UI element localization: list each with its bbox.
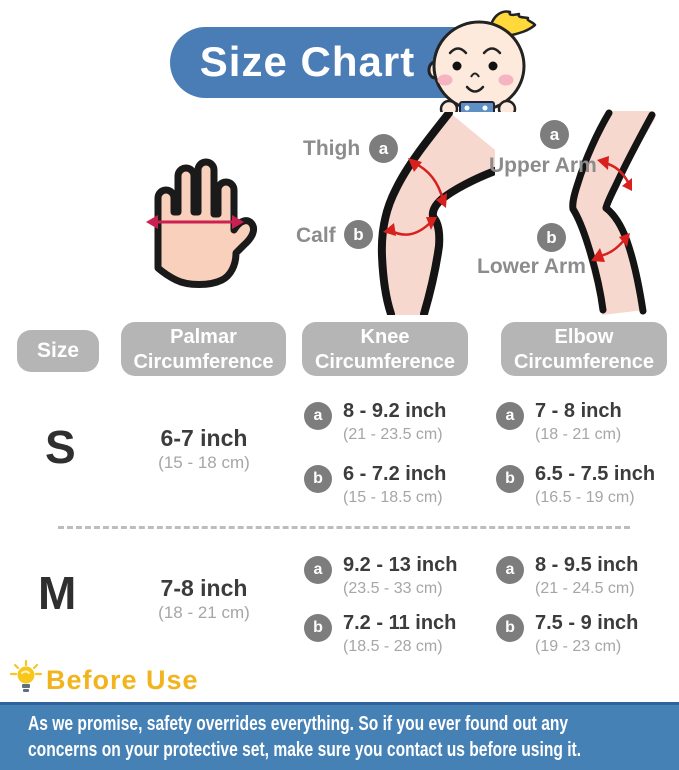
elbow-m-b — [496, 612, 638, 656]
cm-value: (18 - 21 cm) — [535, 426, 622, 443]
knee-s-a — [304, 400, 446, 444]
footer-line-1: As we promise, safety overrides everything. So if you ever found out any — [28, 713, 569, 735]
knee-m-b — [304, 612, 456, 656]
column-header-size-label: Size — [36, 339, 80, 362]
marker-b-badge: b — [304, 614, 332, 642]
marker-b-badge: b — [304, 465, 332, 493]
cm-value: (15 - 18.5 cm) — [343, 489, 443, 506]
column-header-size — [17, 330, 99, 372]
cm-value: (23.5 - 33 cm) — [343, 580, 443, 597]
marker-a-badge: a — [496, 556, 524, 584]
cm-value: (21 - 24.5 cm) — [535, 580, 635, 597]
elbow-s-a — [496, 400, 622, 444]
elbow-s-b — [496, 463, 655, 507]
hand-diagram-icon — [140, 150, 258, 292]
elbow-line2: Circumference — [513, 351, 655, 373]
marker-a-badge: a — [304, 402, 332, 430]
calf-label: Calf — [296, 224, 336, 247]
marker-a-upper-arm: a — [540, 120, 569, 149]
column-header-palmar — [121, 322, 286, 376]
knee-s-b — [304, 463, 446, 507]
thigh-label: Thigh — [303, 137, 361, 160]
footer-note — [0, 702, 679, 770]
marker-a-badge: a — [496, 402, 524, 430]
marker-b-badge: b — [496, 465, 524, 493]
inch-value: 7.5 - 9 inch — [535, 612, 639, 634]
column-header-knee — [302, 322, 468, 376]
palmar-s-cell — [118, 425, 290, 473]
marker-b-calf: b — [344, 220, 373, 249]
cm-value: (21 - 23.5 cm) — [343, 426, 443, 443]
palmar-line1: Palmar — [170, 326, 237, 348]
marker-b-lower-arm: b — [537, 223, 566, 252]
row-divider — [58, 526, 630, 529]
size-s-label: S — [45, 421, 76, 473]
inch-value: 9.2 - 13 inch — [343, 554, 458, 576]
cm-value: (18.5 - 28 cm) — [343, 638, 443, 655]
inch-value: 8 - 9.5 inch — [535, 554, 639, 576]
elbow-line1: Elbow — [554, 326, 614, 348]
elbow-m-a — [496, 554, 638, 598]
marker-a-thigh: a — [369, 134, 398, 163]
knee-m-a — [304, 554, 458, 598]
palmar-line2: Circumference — [133, 351, 274, 373]
column-header-elbow — [501, 322, 667, 376]
before-use-title: Before Use — [46, 665, 199, 695]
palmar-m-cm: (18 - 21 cm) — [158, 603, 250, 622]
palmar-s-inch: 6-7 inch — [160, 425, 248, 451]
cm-value: (16.5 - 19 cm) — [535, 489, 635, 506]
baby-mascot-icon — [424, 8, 544, 112]
inch-value: 6.5 - 7.5 inch — [535, 463, 656, 485]
inch-value: 7 - 8 inch — [535, 400, 622, 422]
palmar-m-inch: 7-8 inch — [160, 575, 248, 601]
size-m-label: M — [38, 567, 77, 619]
upper-arm-label: Upper Arm — [489, 154, 597, 177]
palmar-s-cm: (15 - 18 cm) — [158, 453, 250, 472]
lower-arm-label: Lower Arm — [477, 255, 586, 278]
knee-line1: Knee — [360, 326, 410, 348]
cm-value: (19 - 23 cm) — [535, 638, 622, 655]
inch-value: 7.2 - 11 inch — [343, 612, 457, 634]
footer-line-2: concerns on your protective set, make sure you contact us before using it. — [28, 739, 582, 761]
knee-line2: Circumference — [314, 351, 456, 373]
inch-value: 6 - 7.2 inch — [343, 463, 447, 485]
palmar-m-cell — [118, 575, 290, 623]
marker-a-badge: a — [304, 556, 332, 584]
page-title: Size Chart — [199, 38, 416, 85]
lightbulb-icon — [8, 660, 44, 698]
inch-value: 8 - 9.2 inch — [343, 400, 447, 422]
marker-b-badge: b — [496, 614, 524, 642]
